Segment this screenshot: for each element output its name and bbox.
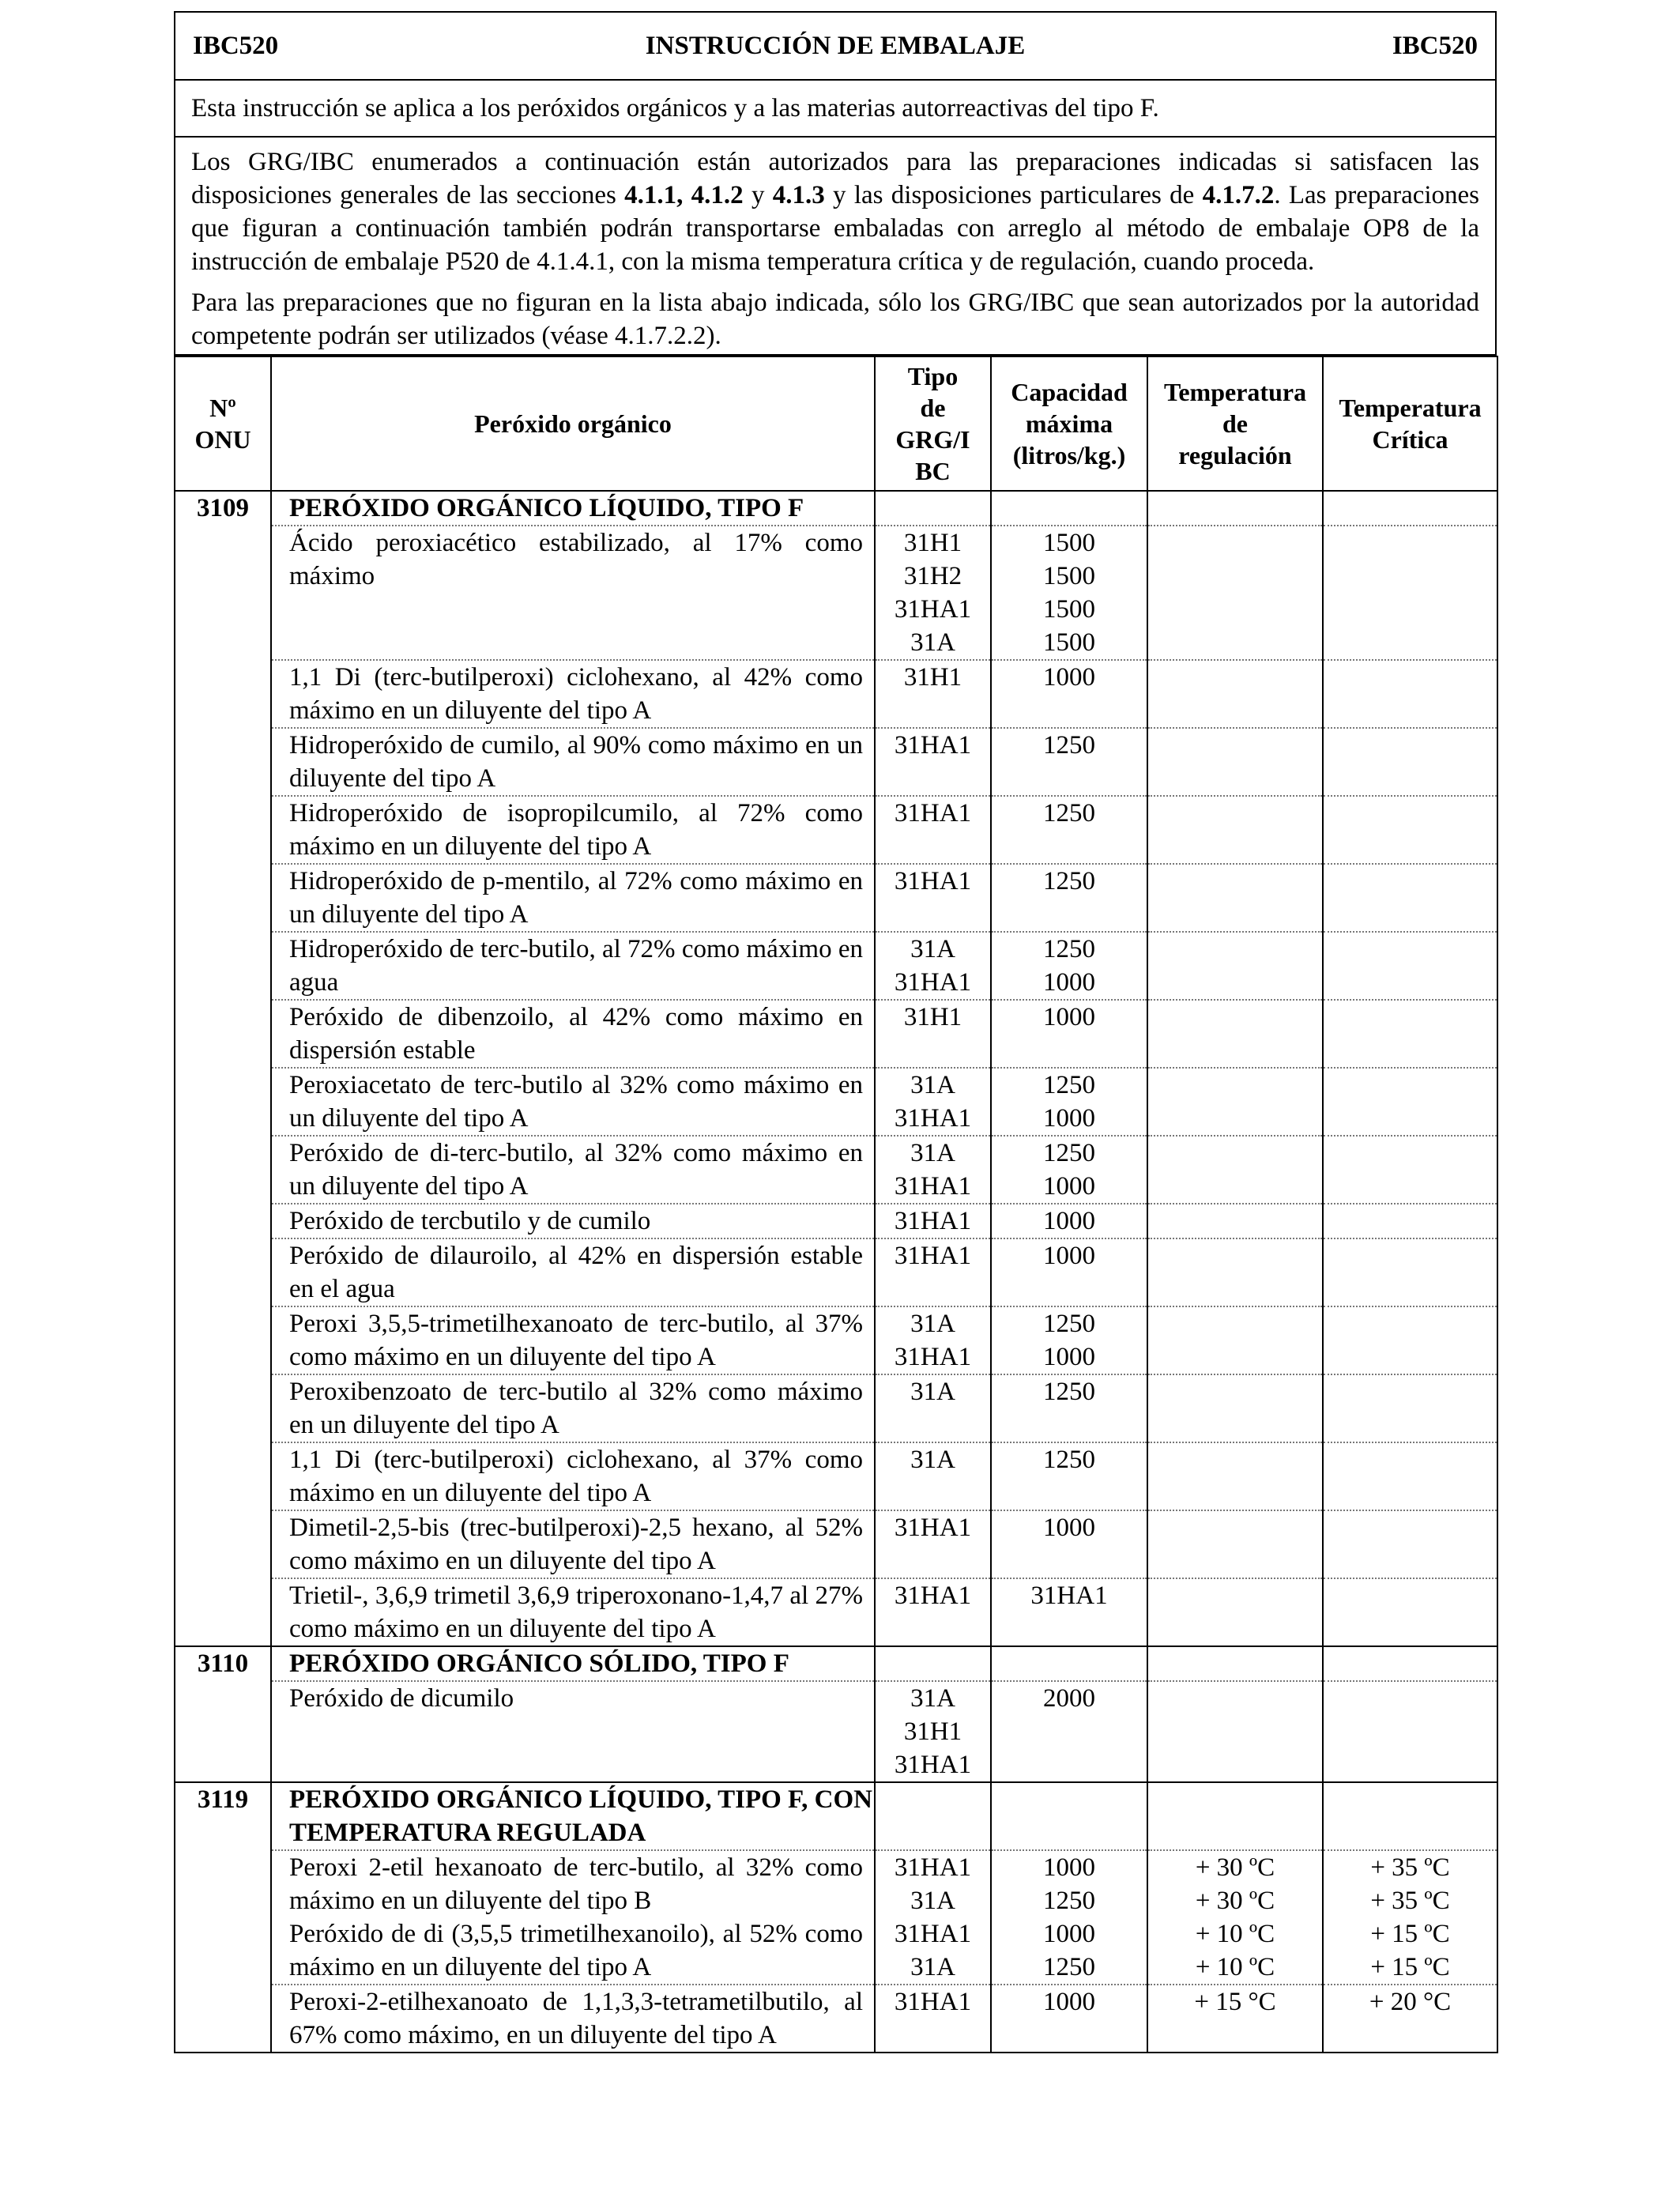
section-ref: 4.1.1 [624,181,677,209]
cell-value: 31A [910,1953,955,1981]
cell-value: 31A [910,935,955,963]
empty-cell [1323,1646,1497,1681]
critical-temperature [1323,660,1497,728]
max-capacity [991,1000,1147,1068]
ibc-type [875,1985,991,2053]
ibc-type [875,1510,991,1578]
table-row [175,526,1497,660]
cell-value: 1250 [1043,1953,1095,1981]
section-ref: 4.1.3 [772,181,825,209]
empty-cell [875,491,991,526]
critical-temperature [1323,1510,1497,1578]
cell-value: + 15 °C [1194,1988,1276,2016]
ibc-type [875,526,991,660]
empty-cell [1323,491,1497,526]
ibc-type [875,1238,991,1306]
control-temperature [1147,1917,1323,1985]
header-text: GRG/I [895,425,970,454]
ibc-type [875,864,991,932]
cell-value: 1500 [1043,562,1095,590]
peroxide-name: Hidroperóxido de terc-butilo, al 72% como máximo en agua [271,932,875,1000]
critical-temperature [1323,728,1497,796]
cell-value: + 15 ºC [1370,1953,1450,1981]
critical-temperature [1323,796,1497,864]
ibc-type [875,1306,991,1374]
header-text: BC [915,457,951,485]
peroxide-name: Hidroperóxido de p-mentilo, al 72% como máximo en un diluyente del tipo A [271,864,875,932]
peroxide-name: Peróxido de dilauroilo, al 42% en dispersión estable en el agua [271,1238,875,1306]
max-capacity [991,1238,1147,1306]
cell-value: 1500 [1043,595,1095,624]
peroxide-name: Hidroperóxido de cumilo, al 90% como máximo en un diluyente del tipo A [271,728,875,796]
cell-value: 31HA1 [894,1988,972,2016]
header-text: de [1222,409,1248,438]
cell-value: 31H1 [903,529,962,557]
max-capacity [991,660,1147,728]
instruction-title: INSTRUCCIÓN DE EMBALAJE [645,31,1026,60]
ibc-type [875,1374,991,1442]
cell-value: 1000 [1043,1514,1095,1542]
max-capacity [991,1204,1147,1238]
cell-value: 31A [910,1139,955,1167]
cell-value: 1000 [1043,1853,1095,1882]
empty-cell [991,491,1147,526]
scope-paragraph: Esta instrucción se aplica a los peróxidos orgánicos y a las materias autorreactivas del tipo F. [174,81,1497,138]
section-ref: 4.1.7.2 [1202,181,1275,209]
critical-temperature [1323,1204,1497,1238]
peroxide-name: Peroxi-2-etilhexanoato de 1,1,3,3-tetrametilbutilo, al 67% como máximo, en un diluyente del tipo A [271,1985,875,2053]
cell-value: 1000 [1043,663,1095,692]
header-text: Capacidad [1011,378,1128,406]
cell-value: 2000 [1043,1684,1095,1713]
peroxide-name: Peróxido de di (3,5,5 trimetilhexanoilo), al 52% como máximo en un diluyente del tipo A [271,1917,875,1985]
empty-cell [991,1646,1147,1681]
cell-value: 31HA1 [894,1207,972,1235]
max-capacity [991,1578,1147,1646]
control-temperature [1147,526,1323,660]
header-text: máxima [1025,409,1113,438]
header-text: de [920,394,946,422]
control-temperature [1147,1000,1323,1068]
max-capacity [991,1374,1147,1442]
text-run: y las disposiciones particulares de [824,181,1203,209]
control-temperature [1147,728,1323,796]
cell-value: 31A [910,1378,955,1406]
peroxide-name: Peróxido de tercbutilo y de cumilo [271,1204,875,1238]
control-temperature [1147,1681,1323,1782]
cell-value: 31HA1 [894,1920,972,1948]
control-temperature [1147,796,1323,864]
cell-value: 1250 [1043,1378,1095,1406]
ibc-type [875,932,991,1000]
group-title: PERÓXIDO ORGÁNICO LÍQUIDO, TIPO F, CON TEMPERATURA REGULADA [271,1782,875,1850]
table-row [175,1578,1497,1646]
critical-temperature [1323,1068,1497,1136]
cell-value: + 10 ºC [1195,1920,1275,1948]
col-header-critical-temp [1323,356,1497,491]
onu-number: 3110 [175,1646,271,1782]
cell-value: 1000 [1043,1988,1095,2016]
critical-temperature [1323,1000,1497,1068]
cell-value: 31A [910,1887,955,1915]
cell-value: 1000 [1043,1003,1095,1031]
cell-value: + 10 ºC [1195,1953,1275,1981]
peroxide-name: Hidroperóxido de isopropilcumilo, al 72% como máximo en un diluyente del tipo A [271,796,875,864]
table-row [175,1850,1497,1917]
onu-number: 3119 [175,1782,271,2053]
cell-value: 1250 [1043,1887,1095,1915]
cell-value: + 30 ºC [1195,1853,1275,1882]
cell-value: 31A [910,1071,955,1099]
code-right: IBC520 [1392,31,1478,60]
header-text: Temperatura [1163,378,1307,406]
group-row [175,491,1497,526]
header-text: regulación [1178,441,1292,469]
cell-value: 31HA1 [894,595,972,624]
text-run: Los GRG/IBC enumerados a continuación están autorizados para las preparaciones indicadas si satisfacen las disposiciones generales de las secciones [191,148,1479,209]
col-header-peroxide: Peróxido orgánico [271,356,875,491]
cell-value: 31HA1 [894,1751,972,1779]
peroxide-table [174,356,1498,2053]
col-header-onu [175,356,271,491]
table-row [175,1985,1497,2053]
ibc-type [875,1578,991,1646]
header-text: Crítica [1372,425,1448,454]
cell-value: 1000 [1043,968,1095,997]
critical-temperature [1323,1850,1497,1917]
max-capacity [991,1985,1147,2053]
critical-temperature [1323,1136,1497,1204]
cell-value: 31HA1 [1030,1581,1108,1610]
conditions-block [174,138,1497,356]
empty-cell [1147,491,1323,526]
critical-temperature [1323,1238,1497,1306]
peroxide-name: Ácido peroxiacético estabilizado, al 17% como máximo [271,526,875,660]
table-row [175,796,1497,864]
cell-value: + 15 ºC [1370,1920,1450,1948]
control-temperature [1147,1578,1323,1646]
cell-value: 1000 [1043,1172,1095,1201]
max-capacity [991,932,1147,1000]
text-run: y [743,181,773,209]
table-row [175,660,1497,728]
cell-value: 31HA1 [894,867,972,895]
empty-cell [1147,1782,1323,1850]
cell-value: 31HA1 [894,1853,972,1882]
critical-temperature [1323,1374,1497,1442]
table-row [175,1681,1497,1782]
cell-value: 31H1 [903,1717,962,1746]
control-temperature [1147,1510,1323,1578]
cell-value: 1250 [1043,1139,1095,1167]
critical-temperature [1323,1681,1497,1782]
competent-authority-paragraph: Para las preparaciones que no figuran en la lista abajo indicada, sólo los GRG/IBC que sean autorizados por la autoridad competente podrán ser utilizados (véase 4.1.7.2.2). [191,288,1479,350]
empty-cell [1323,1782,1497,1850]
cell-value: 1250 [1043,1310,1095,1338]
cell-value: 1250 [1043,867,1095,895]
table-body [175,491,1497,2053]
critical-temperature [1323,526,1497,660]
table-row [175,1136,1497,1204]
cell-value: 1000 [1043,1920,1095,1948]
header-text: Temperatura [1339,394,1482,422]
empty-cell [991,1782,1147,1850]
max-capacity [991,1681,1147,1782]
control-temperature [1147,1136,1323,1204]
cell-value: + 30 ºC [1195,1887,1275,1915]
text-run: . Las preparaciones que figuran a continuación también podrán transportarse embaladas con arreglo al método de embalaje OP8 de la instrucción de embalaje P520 de 4.1.4.1, con la misma temperatura crítica y de regulación, cuando proceda. [191,181,1480,276]
ibc-type [875,1000,991,1068]
text-run: , [676,181,691,209]
group-title: PERÓXIDO ORGÁNICO SÓLIDO, TIPO F [271,1646,875,1681]
cell-value: 31HA1 [894,1242,972,1270]
peroxide-name: Peróxido de di-terc-butilo, al 32% como máximo en un diluyente del tipo A [271,1136,875,1204]
header-text: (litros/kg.) [1012,441,1126,469]
control-temperature [1147,1442,1323,1510]
cell-value: 31HA1 [894,1172,972,1201]
ibc-type [875,1850,991,1917]
control-temperature [1147,1374,1323,1442]
table-row [175,864,1497,932]
empty-cell [875,1646,991,1681]
col-header-tipo [875,356,991,491]
cell-value: + 20 °C [1369,1988,1452,2016]
cell-value: 31H1 [903,663,962,692]
table-row [175,1442,1497,1510]
header-text: ONU [194,425,251,454]
ibc-type [875,1068,991,1136]
peroxide-name: 1,1 Di (terc-butilperoxi) ciclohexano, al 42% como máximo en un diluyente del tipo A [271,660,875,728]
onu-number: 3109 [175,491,271,1646]
cell-value: 31A [910,1684,955,1713]
cell-value: 1250 [1043,1446,1095,1474]
cell-value: 31A [910,1446,955,1474]
ibc-type [875,796,991,864]
cell-value: 1000 [1043,1104,1095,1133]
peroxide-name: 1,1 Di (terc-butilperoxi) ciclohexano, al 37% como máximo en un diluyente del tipo A [271,1442,875,1510]
ibc-type [875,1204,991,1238]
table-row [175,1000,1497,1068]
max-capacity [991,796,1147,864]
code-left: IBC520 [193,31,279,60]
cell-value: 31HA1 [894,1104,972,1133]
instruction-header [174,11,1497,81]
max-capacity [991,864,1147,932]
table-row [175,1306,1497,1374]
table-row [175,1068,1497,1136]
peroxide-name: Peroxi 3,5,5-trimetilhexanoato de terc-butilo, al 37% como máximo en un diluyente del tipo A [271,1306,875,1374]
cell-value: 31H1 [903,1003,962,1031]
control-temperature [1147,932,1323,1000]
cell-value: 31A [910,628,955,657]
max-capacity [991,1136,1147,1204]
peroxide-name: Peroxibenzoato de terc-butilo al 32% como máximo en un diluyente del tipo A [271,1374,875,1442]
authorization-paragraph [191,145,1479,278]
peroxide-name: Dimetil-2,5-bis (trec-butilperoxi)-2,5 hexano, al 52% como máximo en un diluyente del tipo A [271,1510,875,1578]
table-row [175,1204,1497,1238]
cell-value: 1250 [1043,1071,1095,1099]
control-temperature [1147,1985,1323,2053]
cell-value: 31A [910,1310,955,1338]
empty-cell [875,1782,991,1850]
table-row [175,1510,1497,1578]
peroxide-name: Peróxido de dicumilo [271,1681,875,1782]
cell-value: 31HA1 [894,731,972,760]
control-temperature [1147,1068,1323,1136]
ibc-type [875,1681,991,1782]
cell-value: 1250 [1043,935,1095,963]
cell-value: 1250 [1043,799,1095,827]
col-header-control-temp [1147,356,1323,491]
control-temperature [1147,1238,1323,1306]
cell-value: 31HA1 [894,1343,972,1371]
cell-value: 31HA1 [894,968,972,997]
cell-value: + 35 ºC [1370,1887,1450,1915]
header-text: Tipo [907,362,959,390]
header-text: Nº [209,394,236,422]
max-capacity [991,1917,1147,1985]
cell-value: + 35 ºC [1370,1853,1450,1882]
cell-value: 1500 [1043,529,1095,557]
cell-value: 1000 [1043,1207,1095,1235]
document-page [174,11,1497,2053]
control-temperature [1147,864,1323,932]
max-capacity [991,1850,1147,1917]
max-capacity [991,1442,1147,1510]
critical-temperature [1323,1985,1497,2053]
cell-value: 31HA1 [894,1581,972,1610]
table-row [175,1917,1497,1985]
cell-value: 1250 [1043,731,1095,760]
table-row [175,728,1497,796]
max-capacity [991,526,1147,660]
cell-value: 1000 [1043,1242,1095,1270]
table-row [175,1238,1497,1306]
critical-temperature [1323,1917,1497,1985]
max-capacity [991,1068,1147,1136]
cell-value: 1000 [1043,1343,1095,1371]
ibc-type [875,1136,991,1204]
ibc-type [875,728,991,796]
control-temperature [1147,660,1323,728]
critical-temperature [1323,1442,1497,1510]
cell-value: 1500 [1043,628,1095,657]
critical-temperature [1323,1578,1497,1646]
table-row [175,1374,1497,1442]
critical-temperature [1323,864,1497,932]
max-capacity [991,1306,1147,1374]
section-ref: 4.1.2 [691,181,744,209]
cell-value: 31H2 [903,562,962,590]
peroxide-name: Peroxi 2-etil hexanoato de terc-butilo, al 32% como máximo en un diluyente del tipo B [271,1850,875,1917]
ibc-type [875,1442,991,1510]
critical-temperature [1323,1306,1497,1374]
ibc-type [875,1917,991,1985]
group-row [175,1782,1497,1850]
group-row [175,1646,1497,1681]
table-row [175,932,1497,1000]
critical-temperature [1323,932,1497,1000]
control-temperature [1147,1204,1323,1238]
peroxide-name: Peróxido de dibenzoilo, al 42% como máximo en dispersión estable [271,1000,875,1068]
cell-value: 31HA1 [894,799,972,827]
peroxide-name: Trietil-, 3,6,9 trimetil 3,6,9 triperoxonano-1,4,7 al 27% como máximo en un diluyente del tipo A [271,1578,875,1646]
table-header-row [175,356,1497,491]
peroxide-name: Peroxiacetato de terc-butilo al 32% como máximo en un diluyente del tipo A [271,1068,875,1136]
col-header-capacity [991,356,1147,491]
group-title: PERÓXIDO ORGÁNICO LÍQUIDO, TIPO F [271,491,875,526]
empty-cell [1147,1646,1323,1681]
control-temperature [1147,1306,1323,1374]
cell-value: 31HA1 [894,1514,972,1542]
max-capacity [991,728,1147,796]
max-capacity [991,1510,1147,1578]
control-temperature [1147,1850,1323,1917]
ibc-type [875,660,991,728]
